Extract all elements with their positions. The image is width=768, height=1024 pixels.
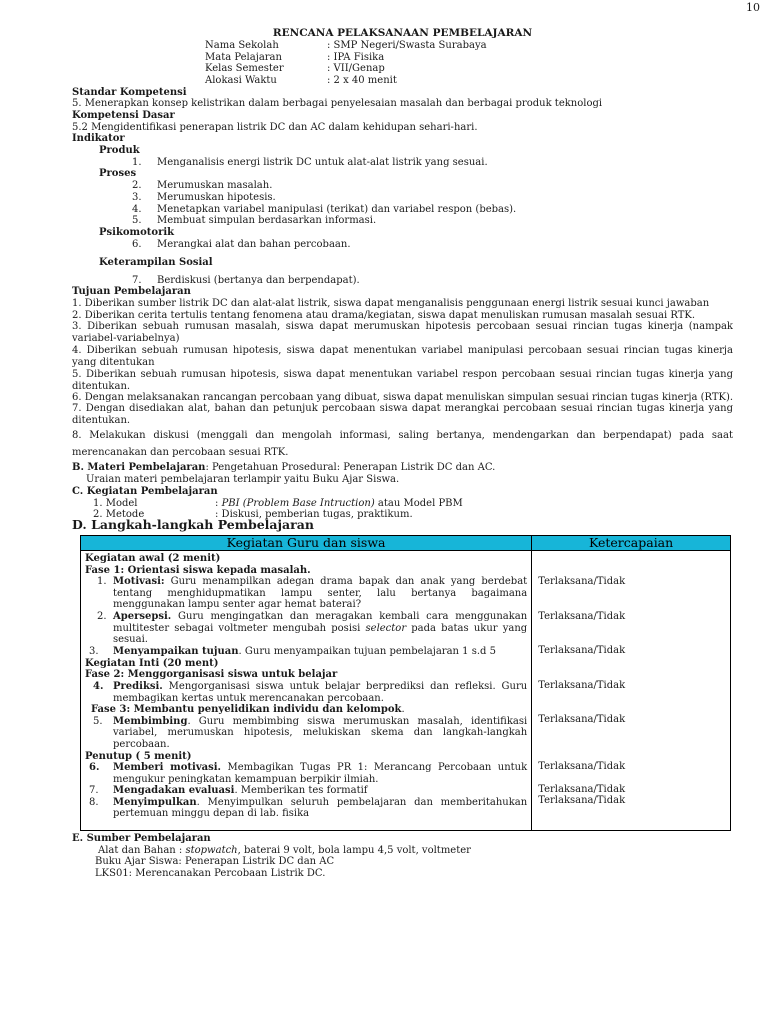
status-text: Terlaksana/Tidak [538, 795, 626, 807]
sumber-lks: LKS01: Merencanakan Percobaan Listrik DC. [95, 868, 326, 879]
langkah-heading: D. Langkah-langkah Pembelajaran [72, 517, 314, 532]
step-text: Membagikan Tugas PR 1: Merancang Percobaan untuk mengukur peningkatan kemampuan berpikir ilmiah. [113, 762, 528, 785]
page-number: 10 [746, 1, 760, 14]
produk-heading: Produk [99, 145, 140, 156]
section-penutup: Penutup ( 5 menit) [85, 750, 192, 762]
indikator-item: Merumuskan hipotesis. [157, 192, 276, 203]
tujuan-item: 1. Diberikan sumber listrik DC dan alat-alat listrik, siswa dapat menganalisis penggunaan energi listrik sesuai kunci jawaban [72, 298, 710, 309]
kompetensi-heading: Kompetensi Dasar [72, 110, 175, 121]
tujuan-item: 7. Dengan disediakan alat, bahan dan petunjuk percobaan siswa dapat merangkai percobaan sesuai rincian tugas kinerja yang ditentukan. [72, 403, 733, 426]
model-label: 1. Model [93, 498, 138, 509]
status-text: Terlaksana/Tidak [538, 679, 626, 691]
step-text-italic: selector [365, 622, 407, 634]
step-menyimpulkan [85, 797, 527, 820]
identity-value: : VII/Genap [327, 63, 385, 74]
materi-heading: B. Materi Pembelajaran [72, 462, 206, 473]
status-text: Terlaksana/Tidak [538, 576, 626, 587]
model-value: PBI (Problem Base Intruction) [221, 498, 375, 509]
status-text: Terlaksana/Tidak [538, 783, 626, 795]
step-text: pada batas ukur yang sesuai. [113, 622, 528, 646]
tujuan-heading: Tujuan Pembelajaran [72, 286, 191, 297]
alat-italic: stopwatch [185, 845, 238, 856]
identity-value: : SMP Negeri/Swasta Surabaya [327, 40, 487, 51]
step-tujuan [85, 646, 527, 658]
model-value-line [215, 498, 463, 510]
indikator-no: 7. [132, 275, 142, 286]
column-header-status: Ketercapaian [532, 536, 731, 551]
identity-label: Alokasi Waktu [205, 75, 277, 86]
indikator-heading: Indikator [72, 133, 125, 144]
materi-note: Uraian materi pembelajaran terlampir yaitu Buku Ajar Siswa. [86, 474, 400, 485]
model-colon: : [215, 498, 219, 509]
identity-row-subject [205, 52, 384, 64]
step-title: Membimbing [113, 715, 188, 727]
status-text: Terlaksana/Tidak [538, 714, 626, 726]
alat-rest: , baterai 9 volt, bola lampu 4,5 volt, voltmeter [237, 845, 471, 856]
identity-label: Kelas Semester [205, 63, 284, 74]
step-motivasi [85, 576, 527, 611]
status-text: Terlaksana/Tidak [538, 645, 626, 657]
status-cell [532, 551, 731, 831]
alat-label: Alat dan Bahan [98, 845, 176, 856]
kegiatan-heading: C. Kegiatan Pembelajaran [72, 486, 218, 497]
tujuan-item: 8. Melakukan diskusi (menggali dan mengolah informasi, saling bertanya, mendengarkan dan berpendapat) pada saat merencanakan dan percobaan sesuai RTK. [72, 430, 733, 458]
standar-heading: Standar Kompetensi [72, 87, 187, 98]
materi-line [72, 462, 495, 474]
kompetensi-text: 5.2 Mengidentifikasi penerapan listrik DC dan AC dalam kehidupan sehari-hari. [72, 122, 478, 133]
tujuan-item: 2. Diberikan cerita tertulis tentang fenomena atau drama/kegiatan, siswa dapat menuliskan rumusan masalah sesuai RTK. [72, 310, 696, 321]
step-evaluasi [85, 785, 527, 797]
tujuan-item: 4. Diberikan sebuah rumusan hipotesis, siswa dapat menentukan variabel manipulasi percobaan sesuai rincian tugas kinerja yang ditentukan [72, 345, 733, 368]
identity-row-class [205, 63, 385, 75]
step-title: Menyimpulkan [113, 796, 197, 808]
step-number: 2. [97, 611, 107, 623]
indikator-no: 6. [132, 239, 142, 250]
step-number: 5. [93, 715, 103, 727]
step-text: Guru [501, 680, 528, 692]
step-memberi-motivasi [85, 762, 527, 785]
status-text: Terlaksana/Tidak [538, 760, 626, 772]
indikator-no: 4. [132, 204, 142, 215]
psikomotorik-heading: Psikomotorik [99, 227, 175, 238]
sumber-heading: E. Sumber Pembelajaran [72, 833, 211, 844]
indikator-item: Menetapkan variabel manipulasi (terikat) dan variabel respon (bebas). [157, 204, 517, 215]
identity-value: : 2 x 40 menit [327, 75, 397, 86]
step-number: 6. [89, 762, 100, 774]
identity-row-time [205, 75, 397, 87]
indikator-item: Menganalisis energi listrik DC untuk alat-alat listrik yang sesuai. [157, 157, 488, 168]
indikator-no: 3. [132, 192, 142, 203]
indikator-no: 2. [132, 180, 142, 191]
step-number: 3. [89, 646, 99, 658]
step-text: membagikan kertas untuk merencanakan percobaan. [113, 692, 384, 704]
phase-3-dot: . [401, 703, 405, 715]
column-header-activity: Kegiatan Guru dan siswa [81, 536, 532, 551]
step-number: 8. [89, 796, 99, 808]
step-prediksi [85, 681, 527, 704]
tujuan-item: 3. Diberikan sebuah rumusan masalah, siswa dapat merumuskan hipotesis percobaan sesuai rincian tugas kinerja (nampak variabel-variabelnya) [72, 321, 733, 344]
sumber-alat [98, 845, 471, 857]
indikator-item: Merumuskan masalah. [157, 180, 273, 191]
step-number: 4. [93, 680, 104, 692]
phase-3-title: Fase 3: Membantu penyelidikan individu dan kelompok [91, 703, 402, 715]
metode-value: : Diskusi, pemberian tugas, praktikum. [215, 509, 413, 520]
step-text: . Menyimpulkan seluruh pembelajaran dan memberitahukan pertemuan minggu depan di lab. fisika [113, 796, 528, 820]
step-text: Mengorganisasi siswa untuk belajar berprediksi dan refleksi. [168, 680, 496, 692]
phase-3 [85, 704, 527, 716]
learning-steps-table [80, 535, 731, 831]
status-text: Terlaksana/Tidak [538, 610, 626, 622]
step-text: . Memberikan tes formatif [234, 785, 368, 797]
identity-label: Nama Sekolah [205, 40, 279, 51]
step-text: . Guru membimbing siswa merumuskan masalah, identifikasi variabel, merumuskan hipotesis, melukiskan skema dan langkah-langkah percobaan. [113, 715, 528, 750]
step-number: 7. [89, 785, 99, 797]
tujuan-item: 6. Dengan melaksanakan rancangan percobaan yang dibuat, siswa dapat menuliskan simpulan sesuai rincian tugas kinerja (RTK). [72, 392, 734, 403]
indikator-item: Membuat simpulan berdasarkan informasi. [157, 215, 377, 226]
indikator-no: 1. [132, 157, 142, 168]
identity-label: Mata Pelajaran [205, 52, 282, 63]
section-awal: Kegiatan awal (2 menit) [85, 553, 221, 564]
identity-row-school [205, 40, 487, 52]
proses-heading: Proses [99, 168, 137, 179]
indikator-item: Berdiskusi (bertanya dan berpendapat). [157, 275, 360, 286]
phase-1: Fase 1: Orientasi siswa kepada masalah. [85, 564, 311, 576]
step-number: 1. [97, 576, 107, 588]
step-title: Menyampaikan tujuan [113, 646, 239, 658]
step-text: . Guru menyampaikan tujuan pembelajaran 1 s.d 5 [238, 646, 496, 658]
sumber-buku: Buku Ajar Siswa: Penerapan Listrik DC dan AC [95, 856, 335, 867]
step-membimbing [85, 716, 527, 751]
phase-2: Fase 2: Menggorganisasi siswa untuk belajar [85, 669, 338, 681]
metode-label: 2. Metode [93, 509, 145, 520]
standar-text: 5. Menerapkan konsep kelistrikan dalam berbagai penyelesaian masalah dan berbagai produk teknologi [72, 98, 603, 109]
step-title: Prediksi. [113, 680, 163, 692]
materi-text: : Pengetahuan Prosedural: Penerapan Listrik DC dan AC. [205, 462, 496, 473]
activity-cell [81, 551, 532, 831]
document-title: RENCANA PELAKSANAAN PEMBELAJARAN [272, 27, 533, 39]
identity-value: : IPA Fisika [327, 52, 385, 63]
step-title: Apersepsi. [113, 611, 172, 623]
step-text: Guru menampilkan adegan drama bapak dan anak yang berdebat tentang menghidupmatikan lampu senter, lalu bertanya bagaimana menggunakan lampu senter agar hemat baterai? [113, 576, 528, 611]
step-text: Guru mengingatkan dan meragakan kembali cara menggunakan multitester sebagai voltmeter mengubah posisi [113, 611, 528, 634]
step-apersepsi [85, 611, 527, 646]
model-suffix: atau Model PBM [377, 498, 463, 509]
section-inti: Kegiatan Inti (20 ment) [85, 657, 219, 669]
sosial-heading: Keterampilan Sosial [99, 257, 213, 268]
tujuan-item: 5. Diberikan sebuah rumusan hipotesis, siswa dapat menentukan variabel respon percobaan sesuai rincian tugas kinerja yang ditentukan. [72, 369, 733, 392]
step-title: Memberi motivasi. [113, 762, 222, 774]
alat-colon: : [175, 845, 183, 856]
indikator-no: 5. [132, 215, 142, 226]
step-title: Motivasi: [113, 576, 165, 588]
indikator-item: Merangkai alat dan bahan percobaan. [157, 239, 351, 250]
step-title: Mengadakan evaluasi [113, 785, 235, 797]
